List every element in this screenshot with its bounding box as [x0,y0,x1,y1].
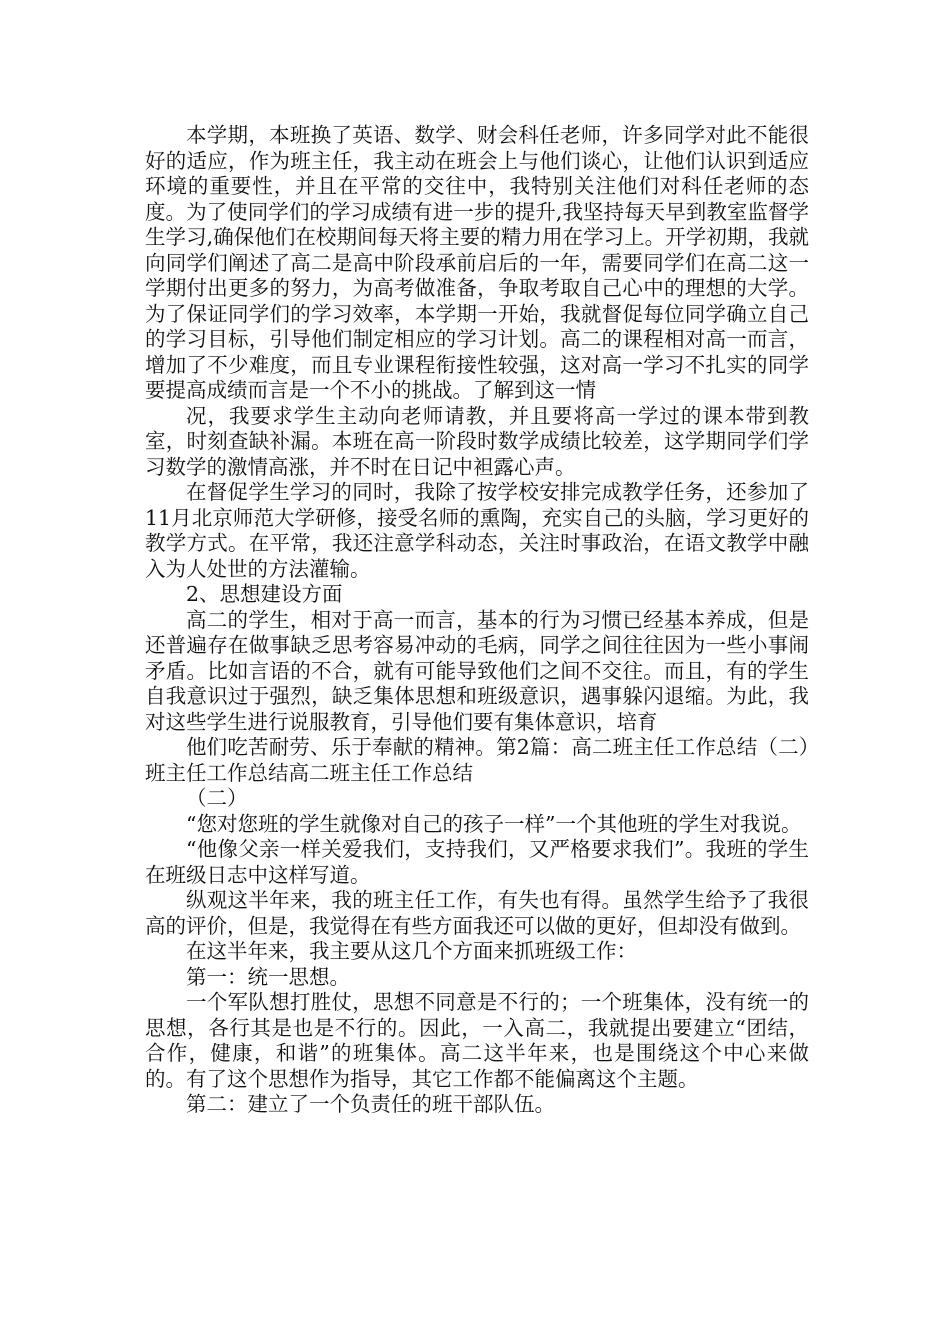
paragraph: 高二的学生，相对于高一而言，基本的行为习惯已经基本养成，但是还普遍存在做事缺乏思考容易冲动的毛病，同学之间往往因为一些小事闹矛盾。比如言语的不合，就有可能导致他们之间不交往。而且，有的学生自我意识过于强烈，缺乏集体思想和班级意识，遇事躲闪退缩。为此，我对这些学生进行说服教育，引导他们要有集体意识，培育 [145,607,809,734]
paragraph: 在这半年来，我主要从这几个方面来抓班级工作： [186,939,637,963]
paragraph: 况，我要求学生主动向老师请教，并且要将高一学过的课本带到教室，时刻查缺补漏。本班在高一阶段时数学成绩比较差，这学期同学们学习数学的激情高涨，并不时在日记中袒露心声。 [145,403,809,479]
section-heading: 第二：建立了一个负责任的班干部队伍。 [186,1092,555,1116]
section-heading: 2、思想建设方面 [186,582,343,606]
paragraph: “他像父亲一样关爱我们，支持我们，又严格要求我们”。我班的学生在班级日志中这样写道。 [145,837,809,887]
subtitle: （二） [186,786,248,810]
section-heading: 第一：统一思想。 [186,964,350,989]
paragraph: 在督促学生学习的同时，我除了按学校安排完成教学任务，还参加了11月北京师范大学研修，接受名师的熏陶，充实自己的头脑，学习更好的教学方式。在平常，我还注意学科动态，关注时事政治，在语文教学中融入为人处世的方法灌输。 [145,480,809,581]
paragraph: “您对您班的学生就像对自己的孩子一样”一个其他班的学生对我说。 [186,811,802,836]
paragraph: 本学期，本班换了英语、数学、财会科任老师，许多同学对此不能很好的适应，作为班主任，我主动在班会上与他们谈心，让他们认识到适应环境的重要性，并且在平常的交往中，我特别关注他们对科任老师的态度。为了使同学们的学习成绩有进一步的提升,我坚持每天早到教室监督学生学习,确保他们在校期间每天将主要的精力用在学习上。开学初期，我就向同学们阐述了高二是高中阶段承前启后的一年，需要同学们在高二这一学期付出更多的努力，为高考做准备，争取考取自己心中的理想的大学。为了保证同学们的学习效率，本学期一开始，我就督促每位同学确立自己的学习目标，引导他们制定相应的学习计划。高二的课程相对高一而言，增加了不少难度，而且专业课程衔接性较强，这对高一学习不扎实的同学要提高成绩而言是一个不小的挑战。了解到这一情 [145,123,809,402]
paragraph: 纵观这半年来，我的班主任工作，有失也有得。虽然学生给予了我很高的评价，但是，我觉得在有些方面我还可以做的更好，但却没有做到。 [145,888,809,938]
paragraph: 他们吃苦耐劳、乐于奉献的精神。第2篇：高二班主任工作总结（二）班主任工作总结高二班主任工作总结 [145,735,809,785]
paragraph: 一个军队想打胜仗，思想不同意是不行的；一个班集体，没有统一的思想，各行其是也是不行的。因此，一入高二，我就提出要建立“团结，合作，健康，和谐”的班集体。高二这半年来，也是围绕这个中心来做的。有了这个思想作为指导，其它工作都不能偏离这个主题。 [145,990,809,1091]
document-body [145,123,809,1118]
